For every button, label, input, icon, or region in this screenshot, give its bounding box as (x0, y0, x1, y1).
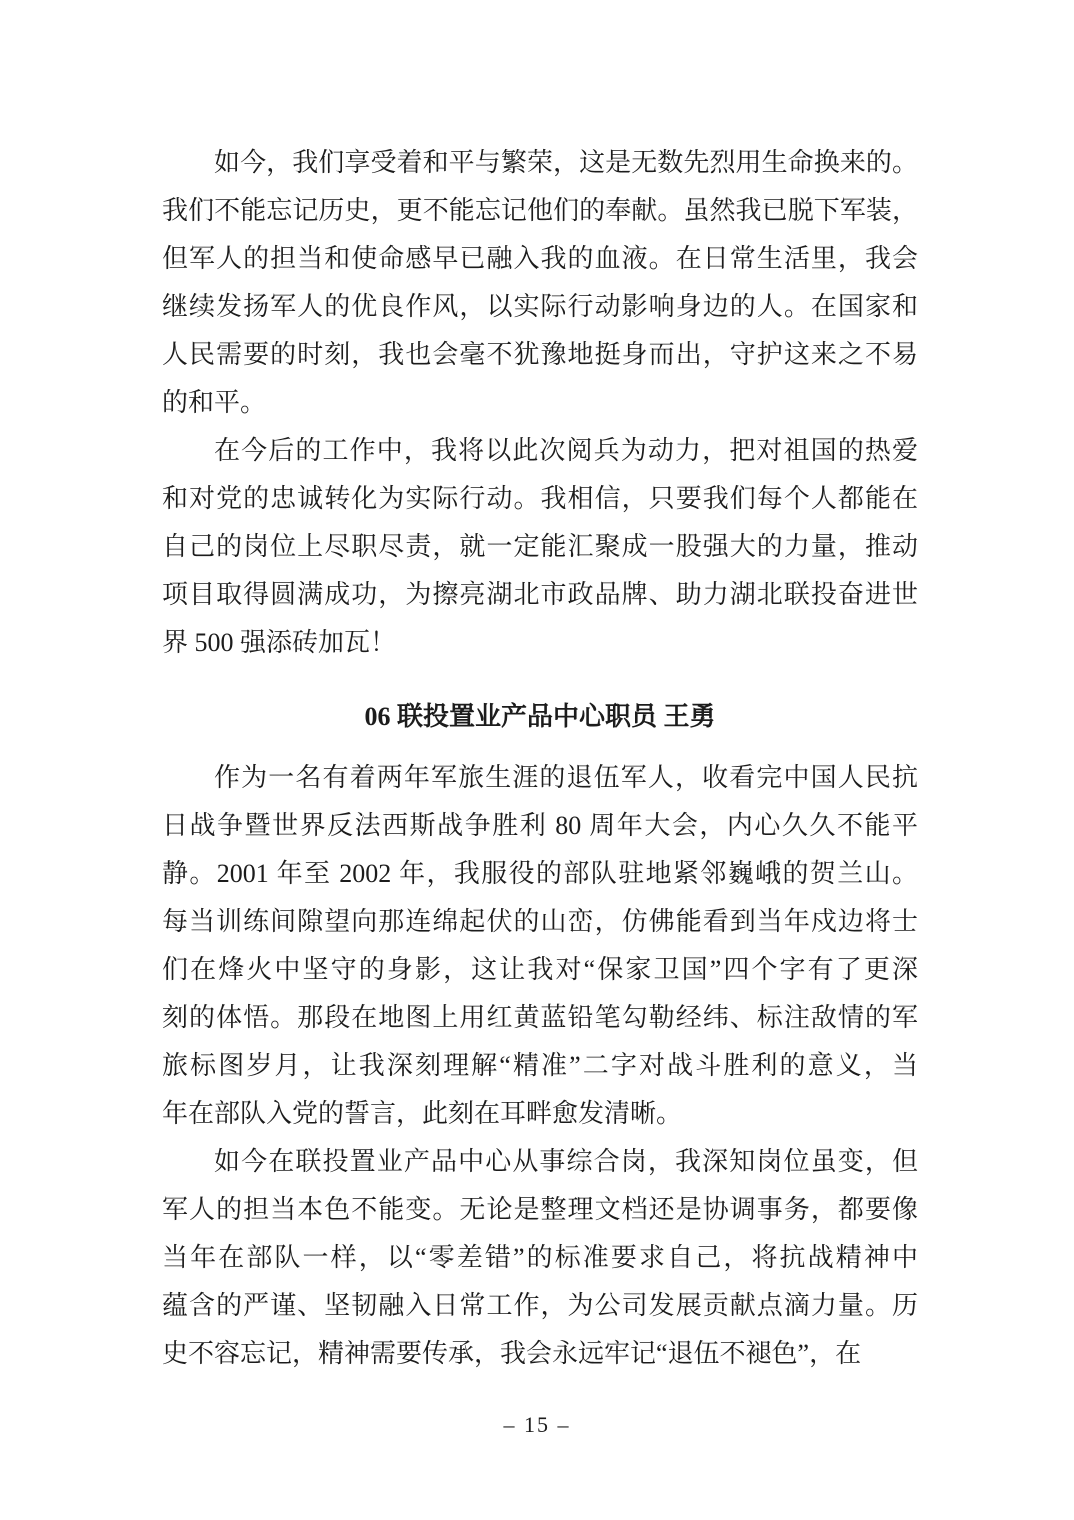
paragraph-line: 蕴含的严谨、坚韧融入日常工作，为公司发展贡献点滴力量。历 (162, 1291, 918, 1320)
paragraph-line: 静。2001 年至 2002 年，我服役的部队驻地紧邻巍峨的贺兰山。 (162, 859, 918, 888)
paragraph-line: 军人的担当本色不能变。无论是整理文档还是协调事务，都要像 (162, 1195, 918, 1224)
paragraph-line: 项目取得圆满成功，为擦亮湖北市政品牌、助力湖北联投奋进世 (162, 580, 918, 609)
paragraph-line: 自己的岗位上尽职尽责，就一定能汇聚成一股强大的力量，推动 (162, 532, 918, 561)
paragraph-line: 在今后的工作中，我将以此次阅兵为动力，把对祖国的热爱 (214, 436, 918, 465)
section-heading (162, 693, 918, 741)
paragraph-line: 当年在部队一样，以“零差错”的标准要求自己，将抗战精神中 (162, 1243, 918, 1272)
paragraph (162, 427, 918, 667)
document-body (162, 139, 918, 1378)
paragraph-line: 人民需要的时刻，我也会毫不犹豫地挺身而出，守护这来之不易 (162, 340, 918, 369)
paragraph-line: 我们不能忘记历史，更不能忘记他们的奉献。虽然我已脱下军装， (162, 196, 918, 225)
paragraph-line: 但军人的担当和使命感早已融入我的血液。在日常生活里，我会 (162, 244, 918, 273)
paragraph-line: 日战争暨世界反法西斯战争胜利 80 周年大会，内心久久不能平 (162, 811, 918, 840)
paragraph-line: 界 500 强添砖加瓦！ (162, 628, 397, 657)
paragraph (162, 139, 918, 427)
page-footer (0, 1412, 1074, 1438)
paragraph-line: 们在烽火中坚守的身影，这让我对“保家卫国”四个字有了更深 (162, 955, 918, 984)
paragraph-line: 旅标图岁月，让我深刻理解“精准”二字对战斗胜利的意义，当 (162, 1051, 918, 1080)
heading-line: 06 联投置业产品中心职员 王勇 (364, 702, 716, 731)
paragraph (162, 754, 918, 1138)
page-number: – 15 – (503, 1412, 571, 1437)
paragraph-line: 年在部队入党的誓言，此刻在耳畔愈发清晰。 (162, 1099, 683, 1128)
paragraph-line: 继续发扬军人的优良作风，以实际行动影响身边的人。在国家和 (162, 292, 918, 321)
paragraph-line: 如今，我们享受着和平与繁荣，这是无数先烈用生命换来的。 (214, 148, 918, 177)
paragraph (162, 1138, 918, 1378)
paragraph-line: 和对党的忠诚转化为实际行动。我相信，只要我们每个人都能在 (162, 484, 918, 513)
paragraph-line: 如今在联投置业产品中心从事综合岗，我深知岗位虽变，但 (214, 1147, 918, 1176)
paragraph-line: 的和平。 (162, 388, 267, 417)
paragraph-line: 史不容忘记，精神需要传承，我会永远牢记“退伍不褪色”，在 (162, 1339, 862, 1368)
paragraph-line: 刻的体悟。那段在地图上用红黄蓝铅笔勾勒经纬、标注敌情的军 (162, 1003, 918, 1032)
paragraph-line: 作为一名有着两年军旅生涯的退伍军人，收看完中国人民抗 (214, 763, 918, 792)
paragraph-line: 每当训练间隙望向那连绵起伏的山峦，仿佛能看到当年戍边将士 (162, 907, 918, 936)
